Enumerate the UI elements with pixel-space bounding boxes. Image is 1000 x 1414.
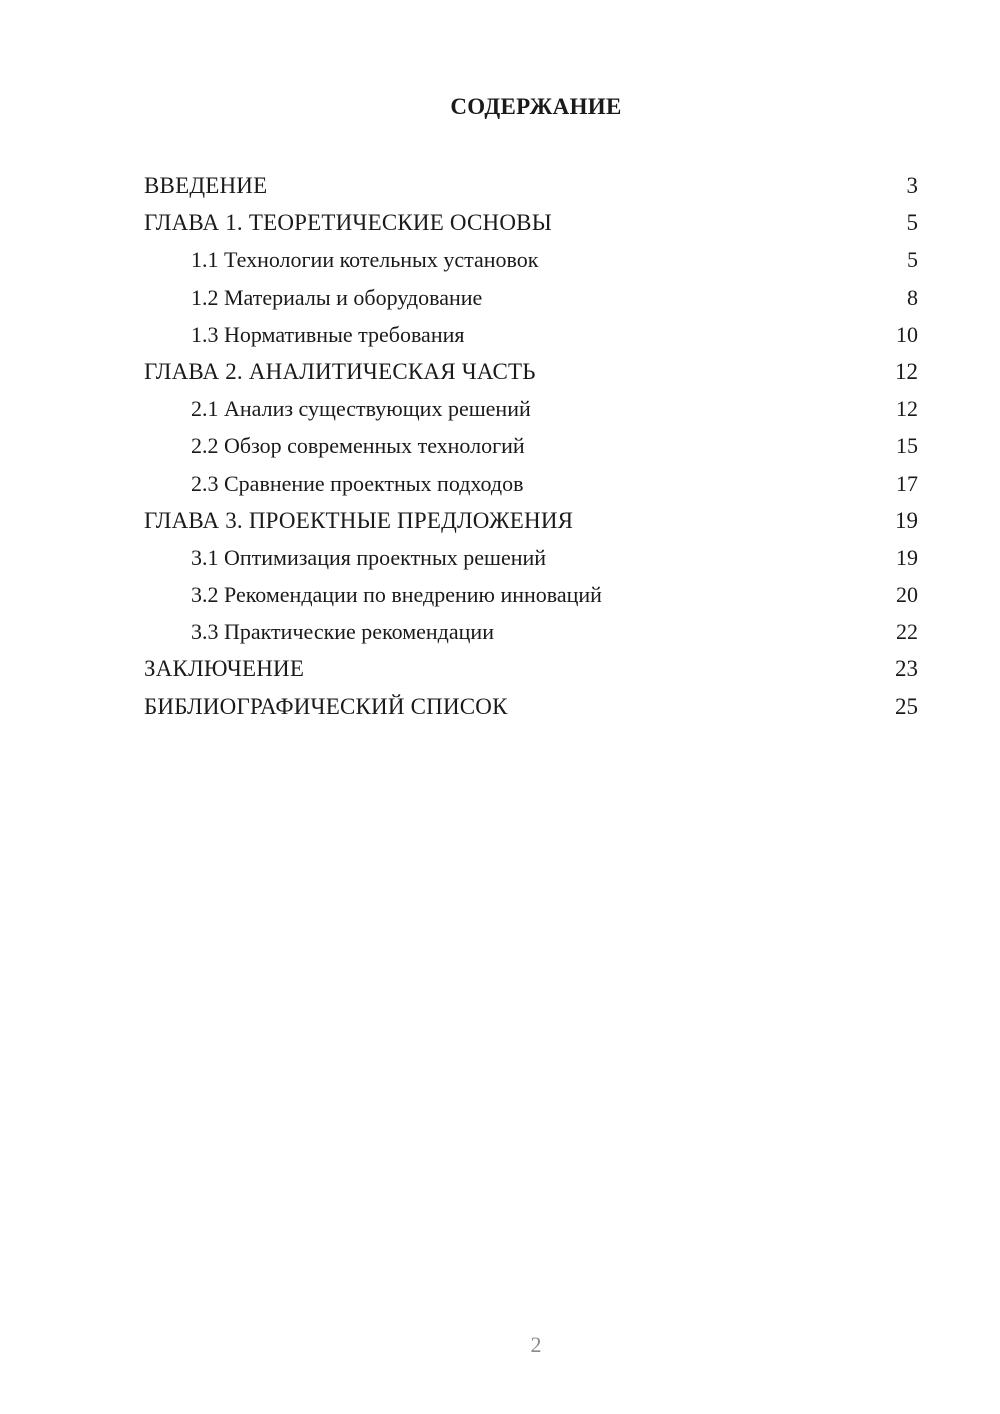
toc-entry-label: ГЛАВА 3. ПРОЕКТНЫЕ ПРЕДЛОЖЕНИЯ xyxy=(144,507,574,533)
toc-subentry-page: 10 xyxy=(896,321,918,347)
toc-entry-page: 19 xyxy=(895,507,918,533)
toc-subentry xyxy=(144,241,918,278)
toc-entry-label: ГЛАВА 2. АНАЛИТИЧЕСКАЯ ЧАСТЬ xyxy=(144,358,536,384)
toc-entry-label: ВВЕДЕНИЕ xyxy=(144,173,268,198)
toc-subentry-page: 15 xyxy=(896,433,918,459)
toc-entry-label: БИБЛИОГРАФИЧЕСКИЙ СПИСОК xyxy=(144,693,508,719)
toc-subentry-label: 1.3 Нормативные требования xyxy=(191,321,465,347)
toc-subentry-label: 2.1 Анализ существующих решений xyxy=(191,396,531,422)
toc-subentry xyxy=(144,427,918,464)
toc-subentry-page: 17 xyxy=(896,470,918,496)
toc-subentry-label: 3.1 Оптимизация проектных решений xyxy=(191,544,547,570)
toc-subentry xyxy=(144,279,918,316)
toc-subentry-page: 8 xyxy=(907,284,918,310)
toc-subentry-label: 3.3 Практические рекомендации xyxy=(191,619,494,645)
toc-entry-page: 3 xyxy=(906,173,918,198)
toc-subentry xyxy=(144,576,918,613)
toc-subentry-label: 2.3 Сравнение проектных подходов xyxy=(191,470,524,496)
toc-subentry-page: 22 xyxy=(896,619,918,645)
toc-subentry-label: 1.2 Материалы и оборудование xyxy=(191,284,483,310)
toc-entry xyxy=(144,353,918,390)
toc-subentry-label: 2.2 Обзор современных технологий xyxy=(191,433,525,459)
toc-subentry-label: 3.2 Рекомендации по внедрению инноваций xyxy=(191,582,602,608)
toc-subentry-label: 1.1 Технологии котельных установок xyxy=(191,247,539,273)
page-number: 2 xyxy=(530,1332,542,1357)
toc-subentry-page: 19 xyxy=(896,544,918,570)
toc-entry xyxy=(144,502,918,539)
toc-entry-page: 25 xyxy=(895,693,918,719)
toc-subentry-page: 5 xyxy=(907,247,918,273)
toc-subentry-page: 20 xyxy=(896,582,918,608)
toc-entry-page: 23 xyxy=(895,656,918,682)
toc-subentry xyxy=(144,613,918,650)
toc-entry xyxy=(144,688,918,725)
toc-subentry xyxy=(144,390,918,427)
toc-subentry xyxy=(144,316,918,353)
toc-entry xyxy=(144,650,918,687)
page-title: СОДЕРЖАНИЕ xyxy=(450,94,622,119)
toc-entry-page: 12 xyxy=(895,358,918,384)
table-of-contents xyxy=(144,167,918,725)
toc-entry xyxy=(144,167,918,204)
toc-entry-label: ГЛАВА 1. ТЕОРЕТИЧЕСКИЕ ОСНОВЫ xyxy=(144,210,552,236)
toc-subentry xyxy=(144,465,918,502)
toc-subentry xyxy=(144,539,918,576)
toc-entry-label: ЗАКЛЮЧЕНИЕ xyxy=(144,656,305,682)
toc-entry-page: 5 xyxy=(906,210,918,236)
toc-subentry-page: 12 xyxy=(896,396,918,422)
toc-entry xyxy=(144,204,918,241)
